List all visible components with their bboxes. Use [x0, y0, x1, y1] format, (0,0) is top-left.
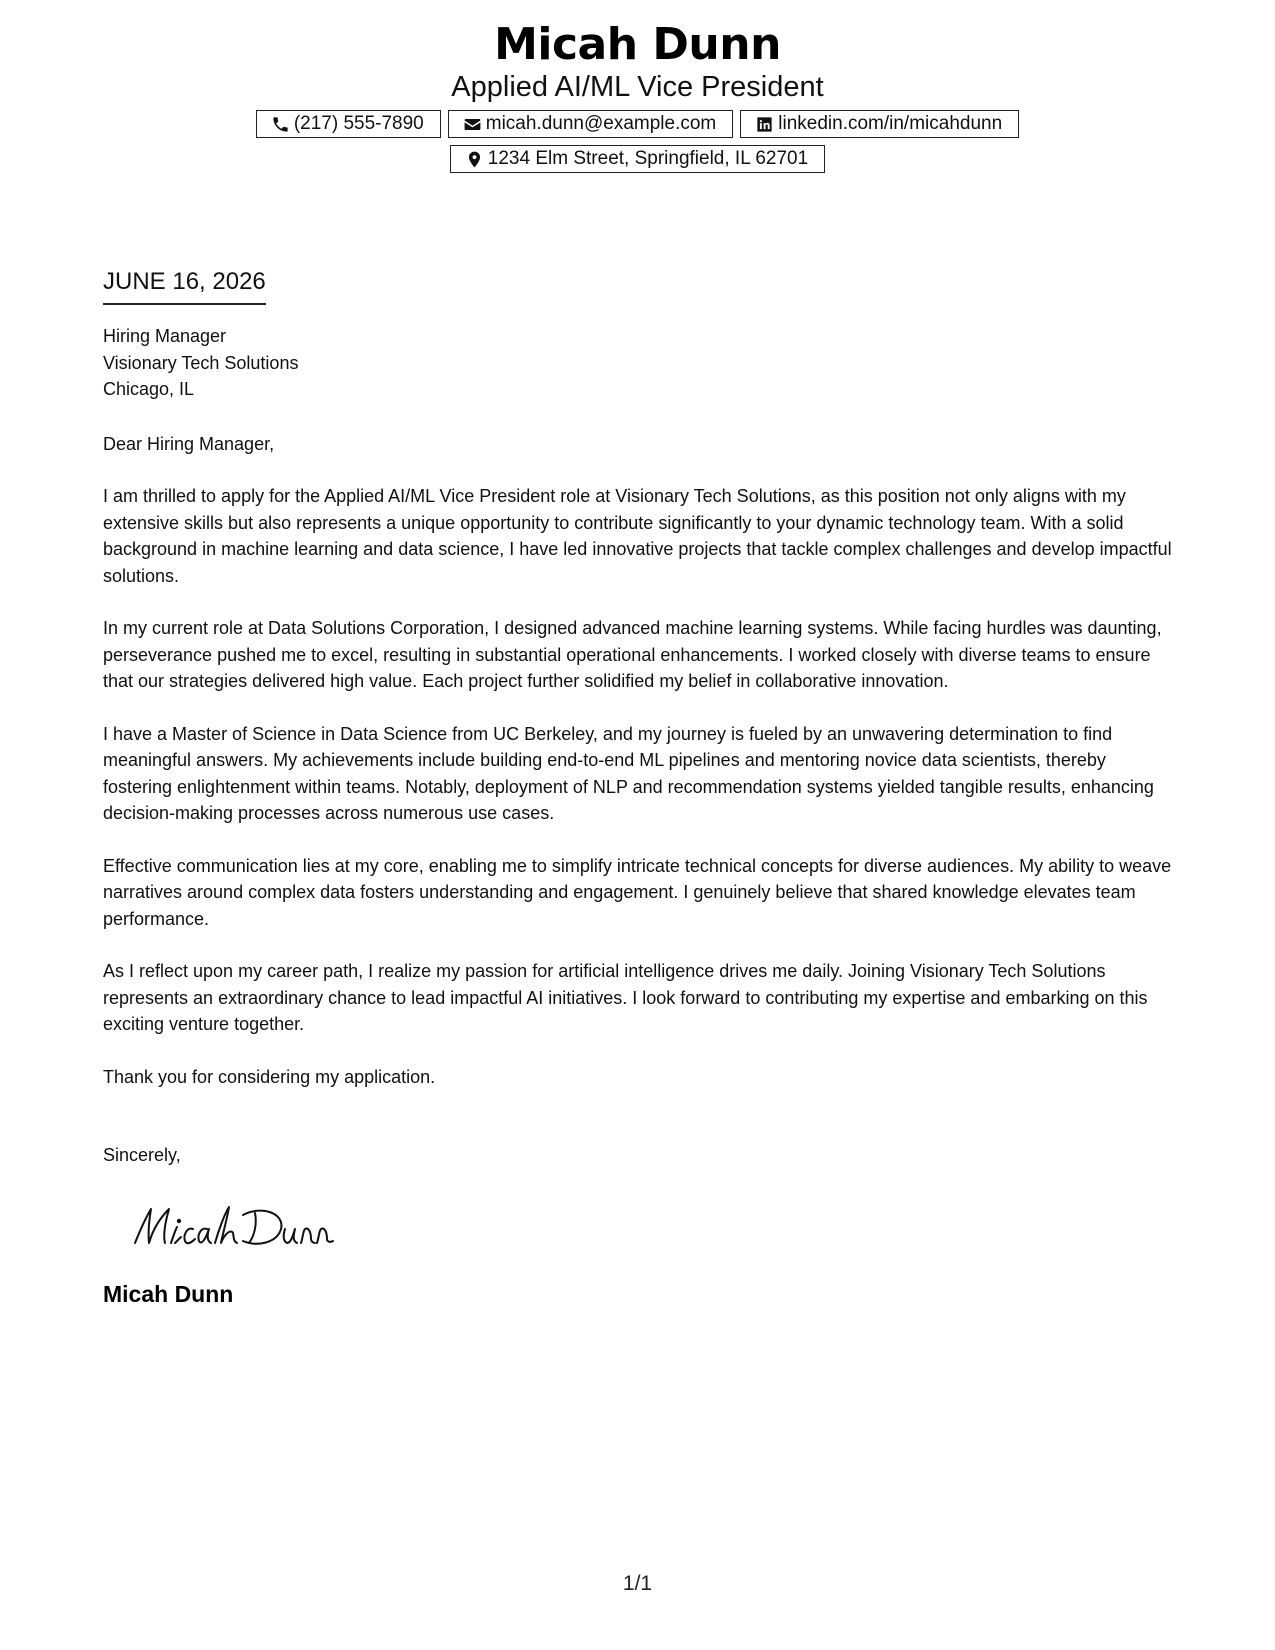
handwritten-signature [131, 1199, 1175, 1255]
body-paragraph: Thank you for considering my application. [103, 1066, 436, 1087]
body-paragraph: I am thrilled to apply for the Applied AI/ML Vice President role at Visionary Tech Solutions, as this position not only aligns with my extensive skills but also represents a unique opportunity to contribute significantly to your dynamic technology team. With a solid background in machine learning and data science, I have led innovative projects that tackle complex challenges and develop impactful solutions. [103, 486, 1172, 586]
body-paragraph: I have a Master of Science in Data Science from UC Berkeley, and my journey is fueled by an unwavering determination to find meaningful answers. My achievements include building end-to-end ML pipelines and mentoring novice data scientists, thereby fostering enlightenment within teams. Notably, deployment of NLP and recommendation systems yielded tangible results, enhancing decision-making processes across numerous use cases. [103, 723, 1154, 823]
closing: Sincerely, [103, 1145, 181, 1165]
contact-row-primary [0, 110, 1275, 138]
recipient-company: Visionary Tech Solutions [103, 352, 299, 373]
email-text: micah.dunn@example.com [485, 113, 717, 134]
contact-row-secondary [0, 145, 1275, 173]
address-chip [450, 145, 825, 173]
signature-image [131, 1199, 351, 1255]
recipient-title: Hiring Manager [103, 326, 227, 346]
recipient-location: Chicago, IL [103, 379, 195, 399]
applicant-name: Micah Dunn [494, 19, 781, 70]
page-number: 1/1 [622, 1572, 653, 1595]
linkedin-chip[interactable] [740, 110, 1019, 138]
signer-name: Micah Dunn [103, 1280, 234, 1307]
salutation: Dear Hiring Manager, [103, 433, 275, 454]
phone-icon [271, 115, 290, 134]
linkedin-text: linkedin.com/in/micahdunn [778, 113, 1003, 134]
address-text: 1234 Elm Street, Springfield, IL 62701 [487, 148, 809, 169]
applicant-job-title: Applied AI/ML Vice President [451, 71, 824, 103]
envelope-icon [463, 115, 482, 134]
phone-chip[interactable] [256, 110, 441, 138]
email-chip[interactable] [448, 110, 734, 138]
body-paragraph: Effective communication lies at my core, enabling me to simplify intricate technical concepts for diverse audiences. My ability to weave narratives around complex data fosters understanding and engagement. I genuinely believe that shared knowledge elevates team performance. [103, 855, 1172, 929]
letter-header [0, 18, 1275, 173]
recipient-block [103, 323, 1175, 403]
map-pin-icon [465, 150, 484, 169]
linkedin-icon [755, 115, 774, 134]
letter-body [103, 265, 1175, 1309]
letter-date: JUNE 16, 2026 [103, 265, 266, 305]
phone-text: (217) 555-7890 [293, 113, 424, 134]
body-paragraph: In my current role at Data Solutions Corporation, I designed advanced machine learning systems. While facing hurdles was daunting, perseverance pushed me to excel, resulting in substantial operational enhancements. I worked closely with diverse teams to ensure that our strategies delivered high value. Each project further solidified my belief in collaborative innovation. [103, 618, 1162, 691]
body-paragraph: As I reflect upon my career path, I realize my passion for artificial intelligence drives me daily. Joining Visionary Tech Solutions represents an extraordinary chance to lead impactful AI initiatives. I look forward to contributing my expertise and embarking on this exciting venture together. [103, 961, 1148, 1034]
